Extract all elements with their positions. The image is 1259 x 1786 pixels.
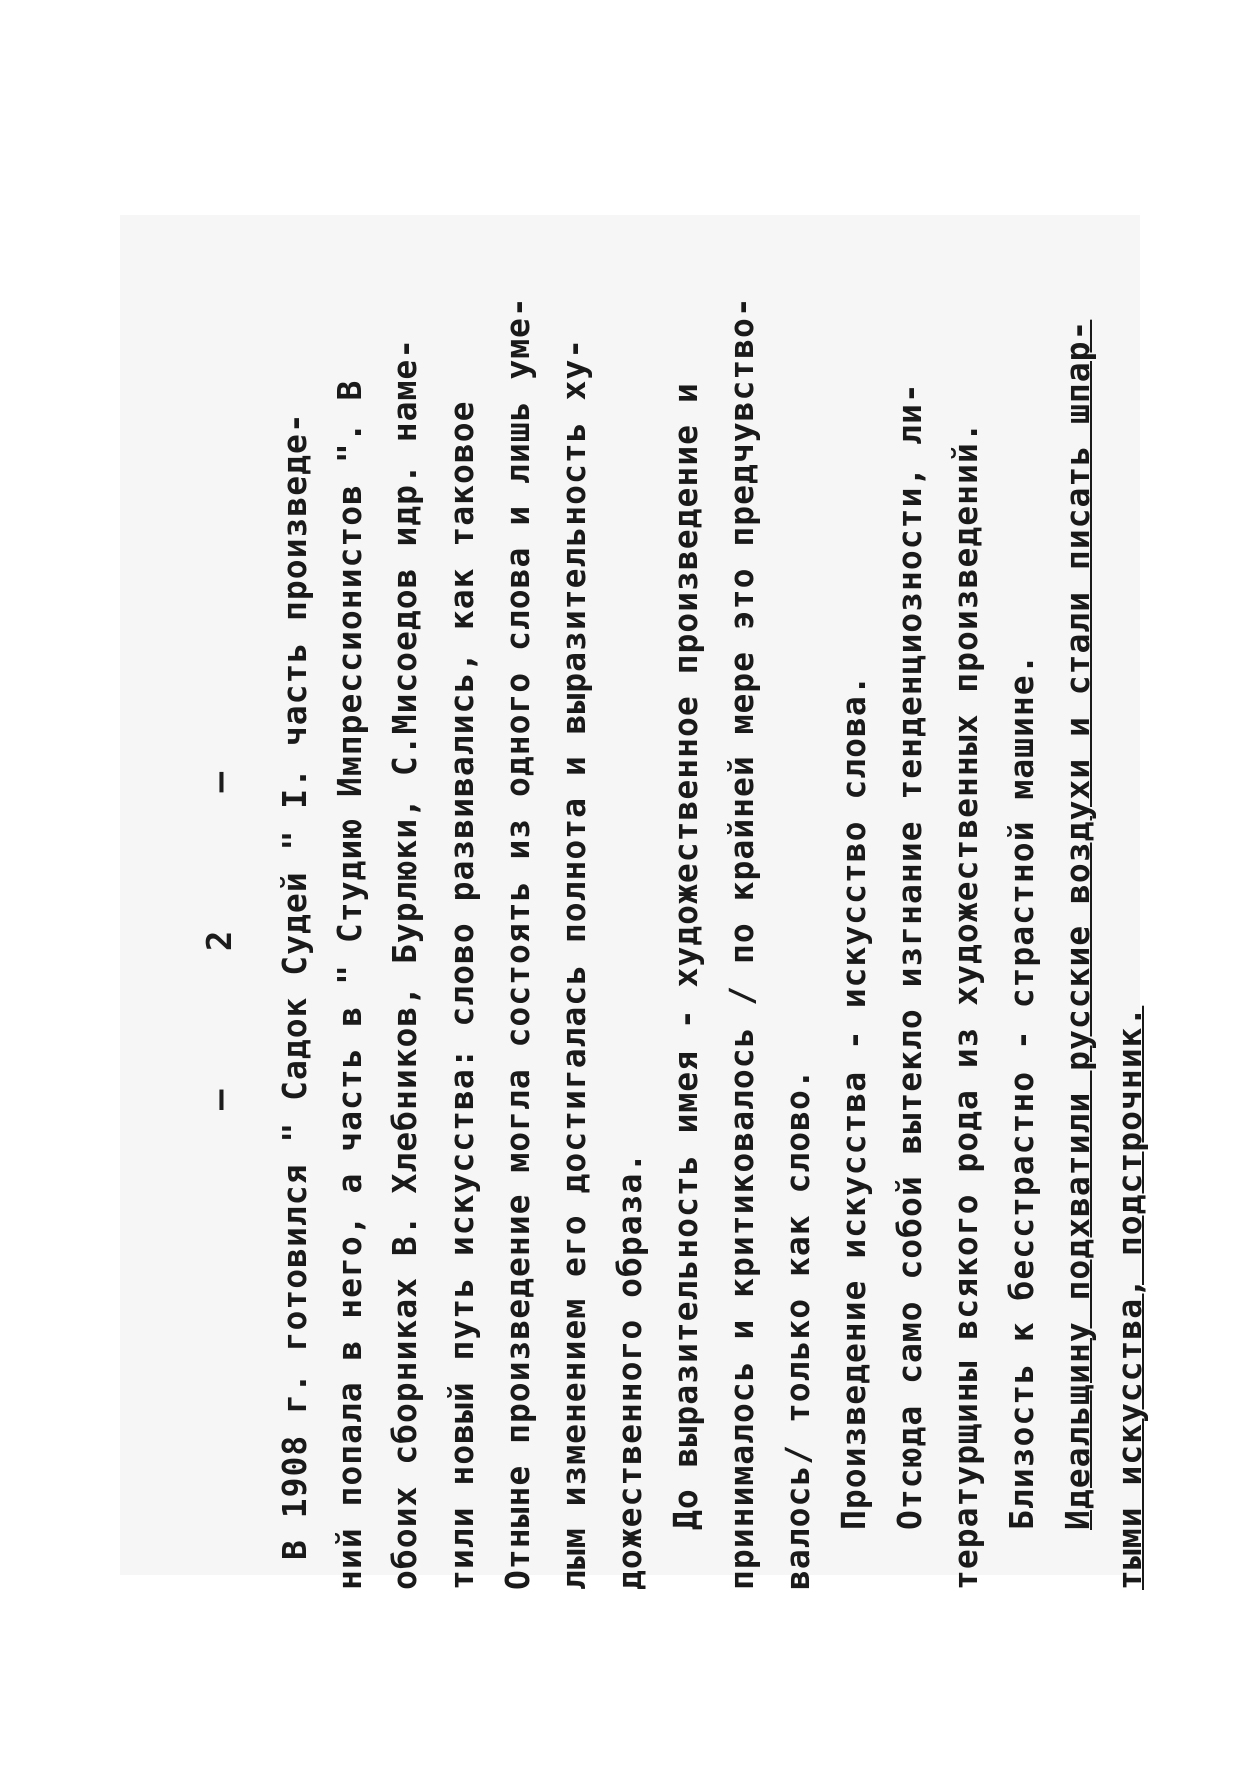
text-line-9: принималось и критиковалось / по крайней мере это предчувство- xyxy=(722,296,761,1590)
text-line-2: ний попала в него, а часть в " Студию Импрессионистов ". В xyxy=(330,379,369,1590)
text-line-12: Отсюда само собой вытекло изгнание тенденциозности, ли- xyxy=(890,382,929,1530)
rotated-typewritten-sheet xyxy=(180,200,1149,1590)
text-line-4: тили новый путь искусства: слово развивались, как таковое xyxy=(442,400,481,1590)
text-line-1: В 1908 г. готовился " Садок Судей " I. часть произведе- xyxy=(275,412,314,1560)
text-line-14: Близость к бесстрастно - страстной машине. xyxy=(1002,653,1041,1530)
text-line-8: До выразительность имея - художественное произведение и xyxy=(666,382,705,1530)
text-line-11: Произведение искусства - искусство слова. xyxy=(834,674,873,1530)
text-line-16: тыми искусства, подстрочник. xyxy=(1110,1005,1149,1590)
text-line-5: Отныне произведение могла состоять из одного слова и лишь уме- xyxy=(498,296,537,1590)
text-line-15: Идеальщину подхватили русские воздухи и стали писать шпар- xyxy=(1058,319,1097,1530)
text-line-13: тературщины всякого рода из художественных произведений. xyxy=(946,421,985,1590)
text-line-6: лым изменением его достигалась полнота и выразительность ху- xyxy=(554,337,593,1590)
text-line-3: обоих сборниках В. Хлебников, Бурлюки, С.Мисоедов идр. наме- xyxy=(385,337,424,1590)
text-line-7: дожественного образа. xyxy=(610,1151,649,1590)
text-line-10: валось/ только как слово. xyxy=(778,1068,817,1590)
page-number: – 2 – xyxy=(200,765,240,1110)
